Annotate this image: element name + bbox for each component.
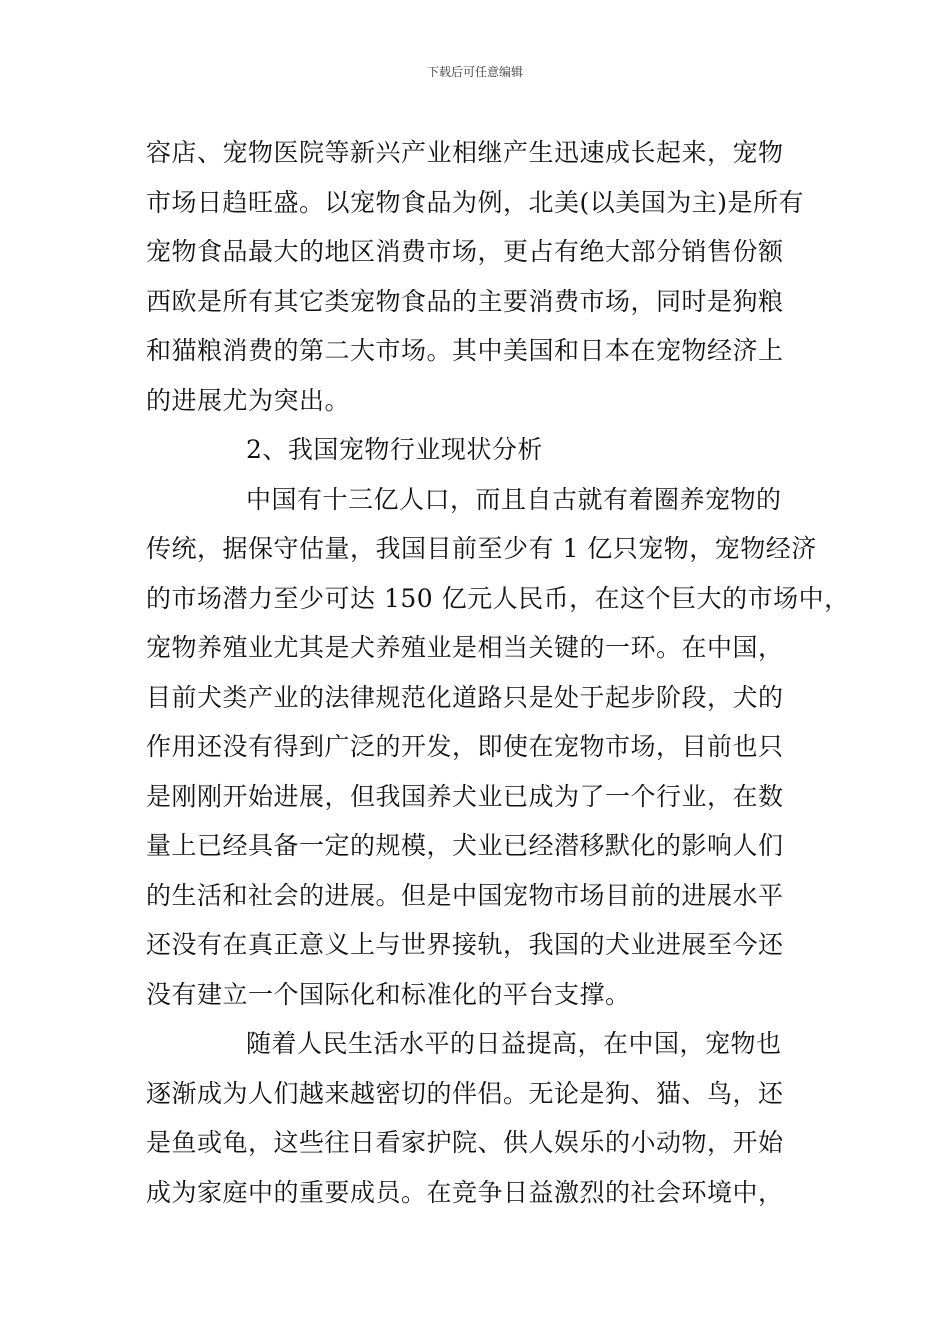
paragraph-pet-market-overview [146, 128, 826, 425]
text-line: 是鱼或龟，这些往日看家护院、供人娱乐的小动物，开始 [146, 1128, 784, 1157]
text-line: 成为家庭中的重要成员。在竞争日益激烈的社会环境中， [146, 1177, 784, 1207]
text-line: 宠物食品最大的地区消费市场，更占有绝大部分销售份额 [146, 237, 784, 266]
text-line: 作用还没有得到广泛的开发，即使在宠物市场，目前也只 [146, 732, 784, 761]
text-line: 目前犬类产业的法律规范化道路只是处于起步阶段，犬的 [146, 682, 784, 712]
paragraph-pets-as-companions [146, 1019, 826, 1217]
document-body [146, 128, 850, 1217]
text-line: 是刚刚开始进展，但我国养犬业已成为了一个行业，在数 [146, 781, 784, 811]
text-line: 市场日趋旺盛。以宠物食品为例，北美(以美国为主)是所有 [146, 187, 805, 217]
text-line: 中国有十三亿人口，而且自古就有着圈养宠物的 [246, 484, 782, 514]
text-line: 西欧是所有其它类宠物食品的主要消费市场，同时是狗粮 [146, 286, 784, 316]
page-header: 下载后可任意编辑 [426, 65, 523, 79]
text-line: 传统，据保守估量，我国目前至少有 1 亿只宠物，宠物经济 [146, 534, 817, 563]
paragraph-china-pet-industry [146, 475, 850, 1020]
text-line: 随着人民生活水平的日益提高，在中国，宠物也 [246, 1029, 782, 1058]
section-heading [146, 425, 826, 475]
text-line: 容店、宠物医院等新兴产业相继产生迅速成长起来，宠物 [146, 138, 784, 167]
text-line: 的市场潜力至少可达 150 亿元人民币，在这个巨大的市场中， [146, 583, 850, 613]
text-line: 量上已经具备一定的规模，犬业已经潜移默化的影响人们 [146, 831, 784, 860]
text-line: 逐渐成为人们越来越密切的伴侣。无论是狗、猫、鸟，还 [146, 1078, 784, 1108]
text-line: 没有建立一个国际化和标准化的平台支撑。 [146, 979, 631, 1009]
text-line: 的进展尤为突出。 [146, 385, 351, 415]
text-line: 宠物养殖业尤其是犬养殖业是相当关键的一环。在中国， [146, 633, 784, 662]
text-line: 的生活和社会的进展。但是中国宠物市场目前的进展水平 [146, 880, 784, 910]
text-line: 还没有在真正意义上与世界接轨，我国的犬业进展至今还 [146, 930, 784, 959]
section-heading-text: 2、我国宠物行业现状分析 [246, 435, 543, 464]
text-line: 和猫粮消费的第二大市场。其中美国和日本在宠物经济上 [146, 336, 784, 365]
